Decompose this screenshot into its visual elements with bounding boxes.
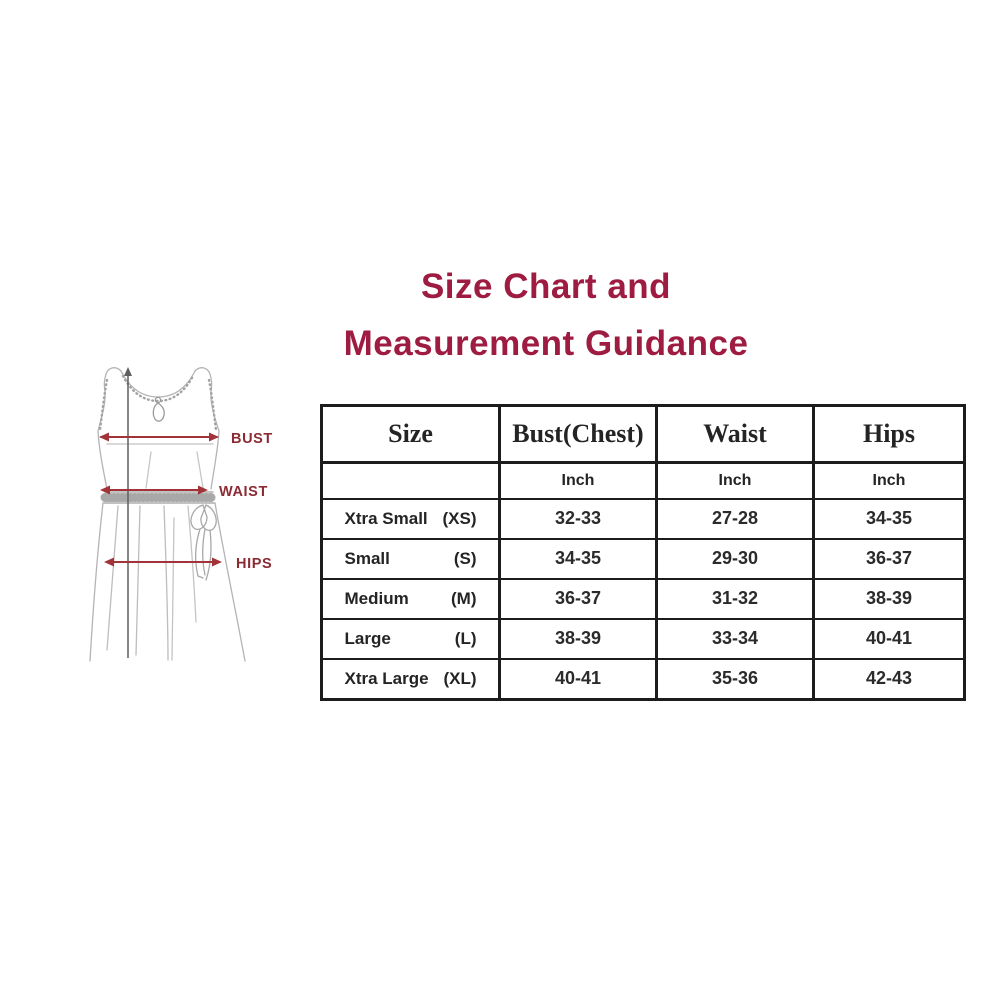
hips-cell: 36-37 <box>814 539 965 579</box>
bust-cell: 36-37 <box>500 579 657 619</box>
waist-cell: 33-34 <box>657 619 814 659</box>
size-table <box>320 404 966 701</box>
header-bust: Bust(Chest) <box>500 406 657 463</box>
hips-label: HIPS <box>236 556 273 572</box>
size-name: Xtra Small <box>344 508 428 528</box>
unit-hips: Inch <box>814 463 965 499</box>
waist-cell: 35-36 <box>657 659 814 700</box>
unit-waist: Inch <box>657 463 814 499</box>
dress-sketch <box>90 368 245 661</box>
size-cell <box>322 539 500 579</box>
size-code: (XL) <box>443 668 477 688</box>
page-title-line-2: Measurement Guidance <box>343 324 749 363</box>
length-measure-line <box>124 367 132 658</box>
page-title <box>344 258 749 372</box>
unit-row <box>322 463 965 499</box>
waist-cell: 27-28 <box>657 499 814 539</box>
table-row-m <box>322 579 965 619</box>
bust-label: BUST <box>231 431 273 447</box>
header-size: Size <box>322 406 500 463</box>
size-name: Small <box>344 548 390 568</box>
table-row-xs <box>322 499 965 539</box>
size-cell <box>322 619 500 659</box>
waist-cell: 31-32 <box>657 579 814 619</box>
table-row-xl <box>322 659 965 700</box>
size-code: (L) <box>454 628 477 648</box>
sash-bow <box>191 505 216 580</box>
table-header-row <box>322 406 965 463</box>
unit-bust: Inch <box>500 463 657 499</box>
size-name: Large <box>344 628 391 648</box>
size-cell <box>322 579 500 619</box>
header-hips: Hips <box>814 406 965 463</box>
bust-cell: 40-41 <box>500 659 657 700</box>
size-code: (M) <box>451 588 477 608</box>
hips-cell: 42-43 <box>814 659 965 700</box>
dress-measurement-diagram <box>58 350 320 682</box>
waist-label: WAIST <box>219 484 268 500</box>
bust-cell: 32-33 <box>500 499 657 539</box>
bust-cell: 34-35 <box>500 539 657 579</box>
waist-cell: 29-30 <box>657 539 814 579</box>
page-title-line-1: Size Chart and <box>420 267 672 306</box>
size-name: Medium <box>344 588 409 608</box>
hips-cell: 34-35 <box>814 499 965 539</box>
size-code: (XS) <box>442 508 477 528</box>
table-row-s <box>322 539 965 579</box>
waist-arrow <box>100 486 208 495</box>
bust-arrow <box>99 433 219 442</box>
hips-arrow <box>104 558 222 567</box>
size-cell <box>322 659 500 700</box>
hips-cell: 40-41 <box>814 619 965 659</box>
size-code: (S) <box>453 548 477 568</box>
size-name: Xtra Large <box>344 668 429 688</box>
size-cell <box>322 499 500 539</box>
hips-cell: 38-39 <box>814 579 965 619</box>
unit-size <box>322 463 500 499</box>
header-waist: Waist <box>657 406 814 463</box>
bust-cell: 38-39 <box>500 619 657 659</box>
table-row-l <box>322 619 965 659</box>
